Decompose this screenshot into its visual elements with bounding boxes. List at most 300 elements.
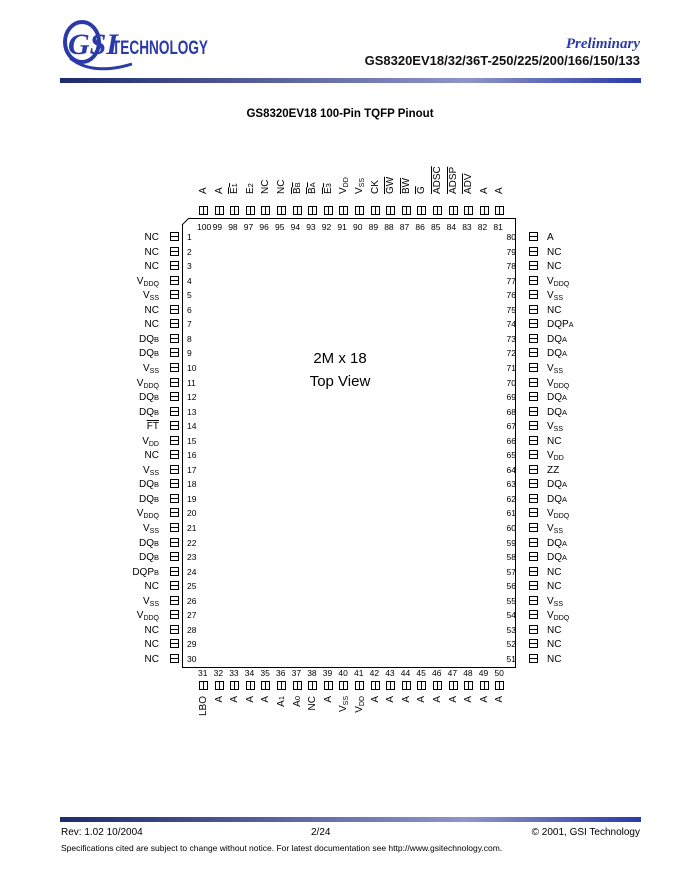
- pin-8: [170, 334, 179, 343]
- pin-26: [170, 596, 179, 605]
- pin-label: NC: [144, 653, 159, 665]
- pin-label: DQB: [138, 348, 159, 360]
- pin-label: DQPA: [547, 319, 574, 331]
- pin-number: 100: [197, 222, 212, 232]
- pin-label: NC: [144, 639, 159, 651]
- pin-number: 17: [187, 464, 197, 475]
- pin-54: [529, 610, 538, 619]
- pin-14: [170, 421, 179, 430]
- pin-number: 9: [187, 348, 192, 359]
- svg-text:GSI: GSI: [68, 28, 119, 61]
- pin-label: DQA: [547, 479, 568, 491]
- view-label: Top View: [309, 373, 371, 390]
- pin-label: DQA: [547, 333, 568, 345]
- pin-number: 12: [187, 392, 197, 403]
- pin-label: DQB: [138, 392, 159, 404]
- pin-number: 4: [187, 275, 192, 286]
- pin-4: [170, 276, 179, 285]
- pin-29: [170, 639, 179, 648]
- pin-number: 82: [477, 222, 488, 232]
- pin-47: [449, 681, 458, 690]
- pin-58: [529, 552, 538, 561]
- pin-number: 31: [198, 668, 208, 678]
- pin-label: A: [478, 187, 490, 194]
- pin-number: 19: [187, 493, 197, 504]
- pin-label: A: [478, 696, 490, 703]
- pin-label: $V_{SS}$: [142, 464, 159, 477]
- pin-label: NC: [547, 639, 562, 651]
- pin-label: $\overline{BW}$: [400, 177, 412, 194]
- pin-label: $V_{SS}$: [142, 595, 159, 608]
- pin-21: [170, 523, 179, 532]
- pin-63: [529, 479, 538, 488]
- pin-label: $V_{SS}$: [142, 523, 159, 535]
- pin-label: $\overline{B}\overline{A}$: [307, 182, 319, 194]
- pin-35: [261, 681, 270, 690]
- pin-label: DQA: [547, 493, 568, 505]
- pin-label: A: [198, 187, 209, 194]
- pin-label: DQA: [547, 552, 568, 564]
- pin-59: [529, 538, 538, 547]
- pin-label: A: [213, 696, 225, 703]
- pin-17: [170, 465, 179, 474]
- pin-label: $V_{SS}$: [142, 362, 159, 375]
- header-rule: [60, 78, 641, 83]
- pin-number: 85: [431, 222, 441, 232]
- pin-22: [170, 538, 179, 547]
- pin-label: $V_{SS}$: [547, 421, 564, 434]
- pin-92: [324, 206, 333, 215]
- pin-40: [339, 681, 348, 690]
- footer-note: Specifications cited are subject to change without notice. For latest documentation see http://www.gsitechnology.com.: [61, 843, 503, 853]
- pin-97: [246, 206, 255, 215]
- pin-90: [355, 206, 364, 215]
- pin-76: [529, 290, 538, 299]
- pin-number: 24: [187, 566, 197, 577]
- pin-56: [529, 581, 538, 590]
- pin-32: [215, 681, 224, 690]
- pin-number: 23: [187, 552, 197, 563]
- pin-36: [277, 681, 286, 690]
- footer-rule: [60, 817, 641, 822]
- pin-number: 81: [493, 222, 503, 232]
- pin-number: 29: [187, 639, 197, 650]
- pin-label: A: [463, 696, 475, 703]
- pin-label: $V_{SS}$: [354, 177, 366, 194]
- pin-66: [529, 436, 538, 445]
- pin-label: NC: [547, 624, 562, 636]
- pin-label: NC: [547, 261, 562, 273]
- pin-label: $V_{DD}$: [142, 435, 159, 448]
- pin-100: [199, 206, 208, 215]
- pin-number: 55: [506, 595, 516, 606]
- pin-5: [170, 290, 179, 299]
- pin-87: [402, 206, 411, 215]
- pin-number: 40: [338, 668, 348, 678]
- pin-68: [529, 407, 538, 416]
- pin-number: 44: [400, 668, 411, 678]
- pin-15: [170, 436, 179, 445]
- pin-number: 3: [187, 261, 192, 272]
- pin-label: NC: [144, 304, 159, 316]
- pin-62: [529, 494, 538, 503]
- pin-24: [170, 567, 179, 576]
- pin-55: [529, 596, 538, 605]
- pin-61: [529, 508, 538, 517]
- pin-label: CK: [369, 180, 381, 194]
- pin-label: ZZ: [547, 464, 560, 476]
- pin-number: 69: [506, 392, 516, 403]
- pin-64: [529, 465, 538, 474]
- pin-number: 34: [244, 668, 255, 678]
- pin-number: 15: [187, 435, 197, 446]
- pin-44: [402, 681, 411, 690]
- pin-99: [215, 206, 224, 215]
- pin-number: 52: [506, 639, 516, 650]
- pin-31: [199, 681, 208, 690]
- pin-label: $\overline{E}1$: [229, 183, 241, 194]
- pin-label: A: [494, 187, 506, 194]
- pin-number: 89: [368, 222, 379, 232]
- pin-number: 62: [506, 493, 516, 504]
- pin-label: NC: [307, 696, 319, 711]
- pin-label: DQA: [547, 348, 568, 360]
- pin-number: 94: [290, 222, 301, 232]
- pin-number: 41: [354, 668, 364, 678]
- pin-label: $V_{DDQ}$: [547, 275, 570, 288]
- pin-20: [170, 508, 179, 517]
- pin-label: $V_{SS}$: [547, 290, 564, 303]
- pin-label: DQPB: [132, 566, 159, 578]
- pin-number: 25: [187, 581, 197, 592]
- pin-number: 21: [187, 523, 197, 533]
- pin-25: [170, 581, 179, 590]
- pin-number: 92: [321, 222, 332, 232]
- gsi-logo: [62, 14, 212, 76]
- pin-label: DQA: [547, 537, 568, 549]
- pin-98: [230, 206, 239, 215]
- pin-33: [230, 681, 239, 690]
- pin-69: [529, 392, 538, 401]
- pin-10: [170, 363, 179, 372]
- pin-number: 14: [187, 421, 197, 432]
- pin-number: 36: [276, 668, 286, 678]
- pin-number: 7: [187, 319, 192, 330]
- pin-label: DQB: [138, 479, 159, 491]
- pin-label: $V_{SS}$: [547, 362, 564, 375]
- pin-label: NC: [260, 179, 272, 194]
- pin-number: 80: [506, 232, 516, 242]
- pin-37: [293, 681, 302, 690]
- pin-77: [529, 276, 538, 285]
- pin-number: 99: [212, 222, 223, 232]
- pin-51: [529, 654, 538, 663]
- pin-13: [170, 407, 179, 416]
- pin-label: $\overline{B}\overline{B}$: [291, 182, 303, 194]
- pin-label: ADSP: [447, 166, 459, 194]
- pin-number: 63: [506, 479, 516, 490]
- pin-number: 53: [506, 624, 516, 635]
- pin-number: 45: [416, 668, 426, 678]
- pin-label: DQB: [138, 333, 159, 345]
- pin-38: [308, 681, 317, 690]
- pin-number: 13: [187, 406, 197, 417]
- pin-number: 48: [463, 668, 473, 678]
- pin-number: 42: [369, 668, 380, 678]
- pin-number: 65: [506, 450, 516, 461]
- pin-19: [170, 494, 179, 503]
- pin-85: [433, 206, 442, 215]
- pin-23: [170, 552, 179, 561]
- pin-number: 66: [506, 435, 516, 446]
- pin-48: [464, 681, 473, 690]
- pin-3: [170, 261, 179, 270]
- pin-2: [170, 247, 179, 256]
- pin-label: DQB: [138, 552, 159, 564]
- pin-number: 90: [353, 222, 363, 232]
- pin-number: 59: [506, 537, 516, 548]
- pin-57: [529, 567, 538, 576]
- pin-number: 49: [478, 668, 489, 678]
- pin-number: 61: [506, 508, 516, 519]
- pin-number: 20: [187, 508, 197, 519]
- pin-label: E2: [244, 183, 256, 194]
- pin-number: 51: [506, 653, 516, 664]
- pin-number: 71: [506, 362, 516, 373]
- pin-number: 95: [275, 222, 285, 232]
- pin-45: [417, 681, 426, 690]
- pin-label: NC: [144, 319, 159, 331]
- pin-number: 74: [506, 319, 516, 330]
- pin-label: $V_{SS}$: [142, 290, 159, 303]
- pin-42: [371, 681, 380, 690]
- pin-43: [386, 681, 395, 690]
- pin-number: 22: [187, 537, 197, 548]
- pin-52: [529, 639, 538, 648]
- pin-71: [529, 363, 538, 372]
- pin-number: 46: [432, 668, 442, 678]
- pin-96: [261, 206, 270, 215]
- pin-label: A: [416, 696, 428, 703]
- pin-number: 11: [187, 377, 196, 388]
- pin-label: A: [229, 696, 241, 703]
- pin-number: 68: [506, 406, 516, 417]
- pin-label: $V_{SS}$: [547, 595, 564, 608]
- pin-label: $V_{DD}$: [547, 450, 564, 463]
- pin-number: 58: [506, 552, 516, 563]
- pin-number: 87: [399, 222, 410, 232]
- pin-16: [170, 450, 179, 459]
- pin-label: ADSC: [432, 166, 443, 194]
- pin-73: [529, 334, 538, 343]
- pin-number: 97: [243, 222, 254, 232]
- pin-67: [529, 421, 538, 430]
- pin-number: 72: [506, 348, 516, 359]
- page-title: GS8320EV18 100-Pin TQFP Pinout: [246, 108, 434, 120]
- pin-label: A: [547, 232, 554, 243]
- pin-label: DQB: [138, 493, 159, 505]
- pin-number: 75: [506, 304, 516, 315]
- pin-label: $V_{DDQ}$: [547, 377, 570, 390]
- pin-label: $V_{DD}$: [338, 177, 351, 194]
- pin-label: NC: [547, 566, 562, 578]
- pin-number: 33: [229, 668, 239, 678]
- package-outline: [182, 218, 516, 668]
- pin-39: [324, 681, 333, 690]
- pin-80: [529, 232, 538, 241]
- pin-label: A0: [291, 696, 303, 707]
- pin-label: NC: [276, 179, 287, 194]
- pin-28: [170, 625, 179, 634]
- pin-number: 35: [260, 668, 270, 678]
- pin-label: A: [322, 696, 334, 703]
- pin-72: [529, 348, 538, 357]
- pin-label: DQA: [547, 392, 568, 404]
- pin-label: NC: [547, 304, 562, 316]
- pin-83: [464, 206, 473, 215]
- pin-number: 26: [187, 595, 197, 606]
- pin-label: $V_{DDQ}$: [136, 275, 159, 288]
- revision: Rev: 1.02 10/2004: [61, 827, 143, 838]
- pin-label: DQA: [547, 406, 568, 418]
- pin-number: 5: [187, 290, 192, 301]
- pin-label: NC: [144, 624, 159, 636]
- pin-label: $V_{DDQ}$: [136, 508, 159, 521]
- pin-number: 70: [506, 377, 516, 388]
- pin-79: [529, 247, 538, 256]
- pin-74: [529, 319, 538, 328]
- pin-label: NC: [144, 450, 159, 462]
- pin-number: 79: [506, 246, 516, 257]
- pin1-corner: [182, 218, 192, 228]
- pin-label: A: [447, 696, 459, 703]
- pin-9: [170, 348, 179, 357]
- pin-number: 60: [506, 523, 516, 533]
- pin-18: [170, 479, 179, 488]
- pin-number: 73: [506, 333, 516, 344]
- pin-number: 98: [228, 222, 238, 232]
- pin-label: NC: [144, 246, 159, 258]
- pin-30: [170, 654, 179, 663]
- pin-label: A: [432, 696, 443, 703]
- pin-86: [417, 206, 426, 215]
- pin-88: [386, 206, 395, 215]
- pin-label: NC: [144, 581, 159, 593]
- copyright: © 2001, GSI Technology: [531, 827, 640, 838]
- pin-34: [246, 681, 255, 690]
- pin-27: [170, 610, 179, 619]
- pin-7: [170, 319, 179, 328]
- pin-41: [355, 681, 364, 690]
- part-number: GS8320EV18/32/36T-250/225/200/166/150/133: [364, 53, 640, 68]
- preliminary-label: Preliminary: [565, 36, 640, 52]
- pin-number: 67: [506, 421, 516, 432]
- pin-number: 91: [337, 222, 347, 232]
- pin-label: $V_{SS}$: [547, 523, 564, 535]
- pin-label: DQB: [138, 406, 159, 418]
- pin-number: 56: [506, 581, 516, 592]
- pin-label: NC: [547, 246, 562, 258]
- pin-46: [433, 681, 442, 690]
- pin-81: [495, 206, 504, 215]
- pin-93: [308, 206, 317, 215]
- pin-number: 93: [306, 222, 316, 232]
- pin-number: 37: [291, 668, 302, 678]
- pin-11: [170, 378, 179, 387]
- svg-text:TECHNOLOGY: TECHNOLOGY: [112, 38, 209, 59]
- pin-label: NC: [547, 581, 562, 593]
- pin-95: [277, 206, 286, 215]
- pin-label: DQB: [138, 537, 159, 549]
- pin-label: A: [400, 696, 412, 703]
- pin-number: 84: [446, 222, 457, 232]
- pin-60: [529, 523, 538, 532]
- pin-label: $\overline{E}3$: [322, 183, 334, 194]
- pin-12: [170, 392, 179, 401]
- pin-number: 83: [462, 222, 472, 232]
- pin-label: A: [369, 696, 381, 703]
- pin-label: $V_{DD}$: [354, 696, 366, 713]
- pin-number: 38: [307, 668, 317, 678]
- pin-number: 50: [494, 668, 504, 678]
- pin-number: 32: [213, 668, 224, 678]
- pin-label: $V_{DDQ}$: [547, 508, 570, 521]
- pin-label: A: [494, 696, 506, 703]
- pin-number: 8: [187, 333, 192, 344]
- pin-number: 64: [506, 464, 516, 475]
- pin-70: [529, 378, 538, 387]
- pin-label: NC: [547, 653, 562, 665]
- pin-65: [529, 450, 538, 459]
- pin-78: [529, 261, 538, 270]
- pin-label: LBO: [198, 696, 209, 717]
- pin-number: 1: [187, 232, 192, 242]
- pin-label: $\overline{GW}$: [385, 176, 397, 194]
- pin-label: $\overline{FT}$: [146, 421, 159, 433]
- pin-number: 16: [187, 450, 197, 461]
- pin-label: A1: [276, 696, 287, 707]
- pin-82: [480, 206, 489, 215]
- pin-number: 28: [187, 624, 197, 635]
- pin-number: 30: [187, 653, 197, 664]
- pin-label: A: [244, 696, 256, 703]
- pin-6: [170, 305, 179, 314]
- pin-number: 2: [187, 246, 192, 257]
- pin-89: [371, 206, 380, 215]
- pin-number: 78: [506, 261, 516, 272]
- pin-label: $V_{DDQ}$: [136, 610, 159, 623]
- density-label: 2M x 18: [313, 350, 367, 367]
- pin-number: 76: [506, 290, 516, 301]
- pin-label: $V_{DDQ}$: [547, 610, 570, 623]
- pin-label: A: [385, 696, 397, 703]
- pin-label: NC: [547, 435, 562, 447]
- pin-number: 43: [385, 668, 395, 678]
- pin-number: 54: [506, 610, 516, 621]
- pin-label: NC: [144, 261, 159, 273]
- pin-number: 6: [187, 304, 192, 315]
- pin-number: 96: [259, 222, 269, 232]
- pin-number: 10: [187, 362, 197, 373]
- pin-number: 86: [415, 222, 425, 232]
- pin-84: [449, 206, 458, 215]
- pin-1: [170, 232, 179, 241]
- page-number: 2/24: [311, 827, 331, 838]
- pin-91: [339, 206, 348, 215]
- pin-label: NC: [144, 232, 159, 243]
- pin-number: 27: [187, 610, 197, 621]
- pin-49: [480, 681, 489, 690]
